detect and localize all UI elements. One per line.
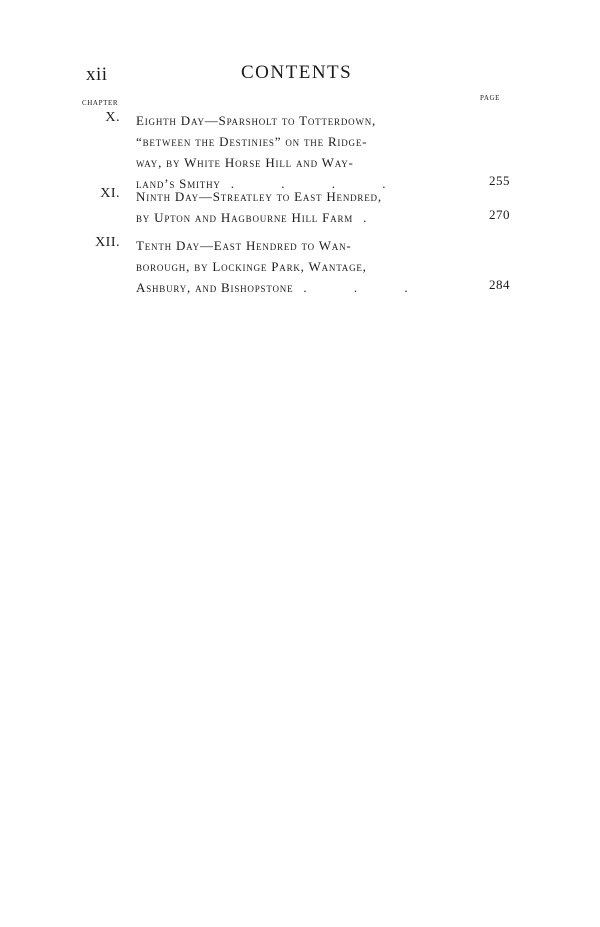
page-title: CONTENTS	[241, 62, 353, 83]
chapter-title-line: by Upton and Hagbourne Hill Farm	[136, 210, 354, 225]
chapter-title-line: Eighth Day—Sparsholt to Totterdown,	[136, 113, 377, 128]
chapter-number: XI.	[100, 186, 120, 201]
dot-leader: . . . .	[230, 176, 408, 191]
chapter-title-last-line	[136, 207, 472, 228]
chapter-title-last-line	[136, 277, 472, 298]
chapter-title-line: Ashbury, and Bishopstone	[136, 280, 294, 295]
dot-leader: . . .	[303, 280, 430, 295]
page-folio: xii	[86, 64, 108, 85]
dot-leader: .	[363, 210, 389, 225]
chapter-number: XII.	[95, 235, 120, 250]
chapter-title-line: Tenth Day—East Hendred to Wan-	[136, 238, 352, 253]
chapter-title-line: Ninth Day—Streatley to East Hendred,	[136, 189, 382, 204]
chapter-title	[136, 110, 472, 194]
page-number: 270	[489, 207, 510, 222]
chapter-title-line: land’s Smithy	[136, 176, 221, 191]
page-number: 284	[489, 277, 510, 292]
page-number: 255	[489, 173, 510, 188]
chapter-title	[136, 235, 472, 298]
chapter-title-line: borough, by Lockinge Park, Wantage,	[136, 259, 367, 274]
chapter-column-label: CHAPTER	[82, 99, 119, 107]
chapter-title-line: “between the Destinies” on the Ridge-	[136, 134, 368, 149]
chapter-title-line: way, by White Horse Hill and Way-	[136, 155, 354, 170]
chapter-number: X.	[105, 110, 120, 125]
page-column-label: PAGE	[480, 94, 501, 102]
chapter-title	[136, 186, 472, 228]
